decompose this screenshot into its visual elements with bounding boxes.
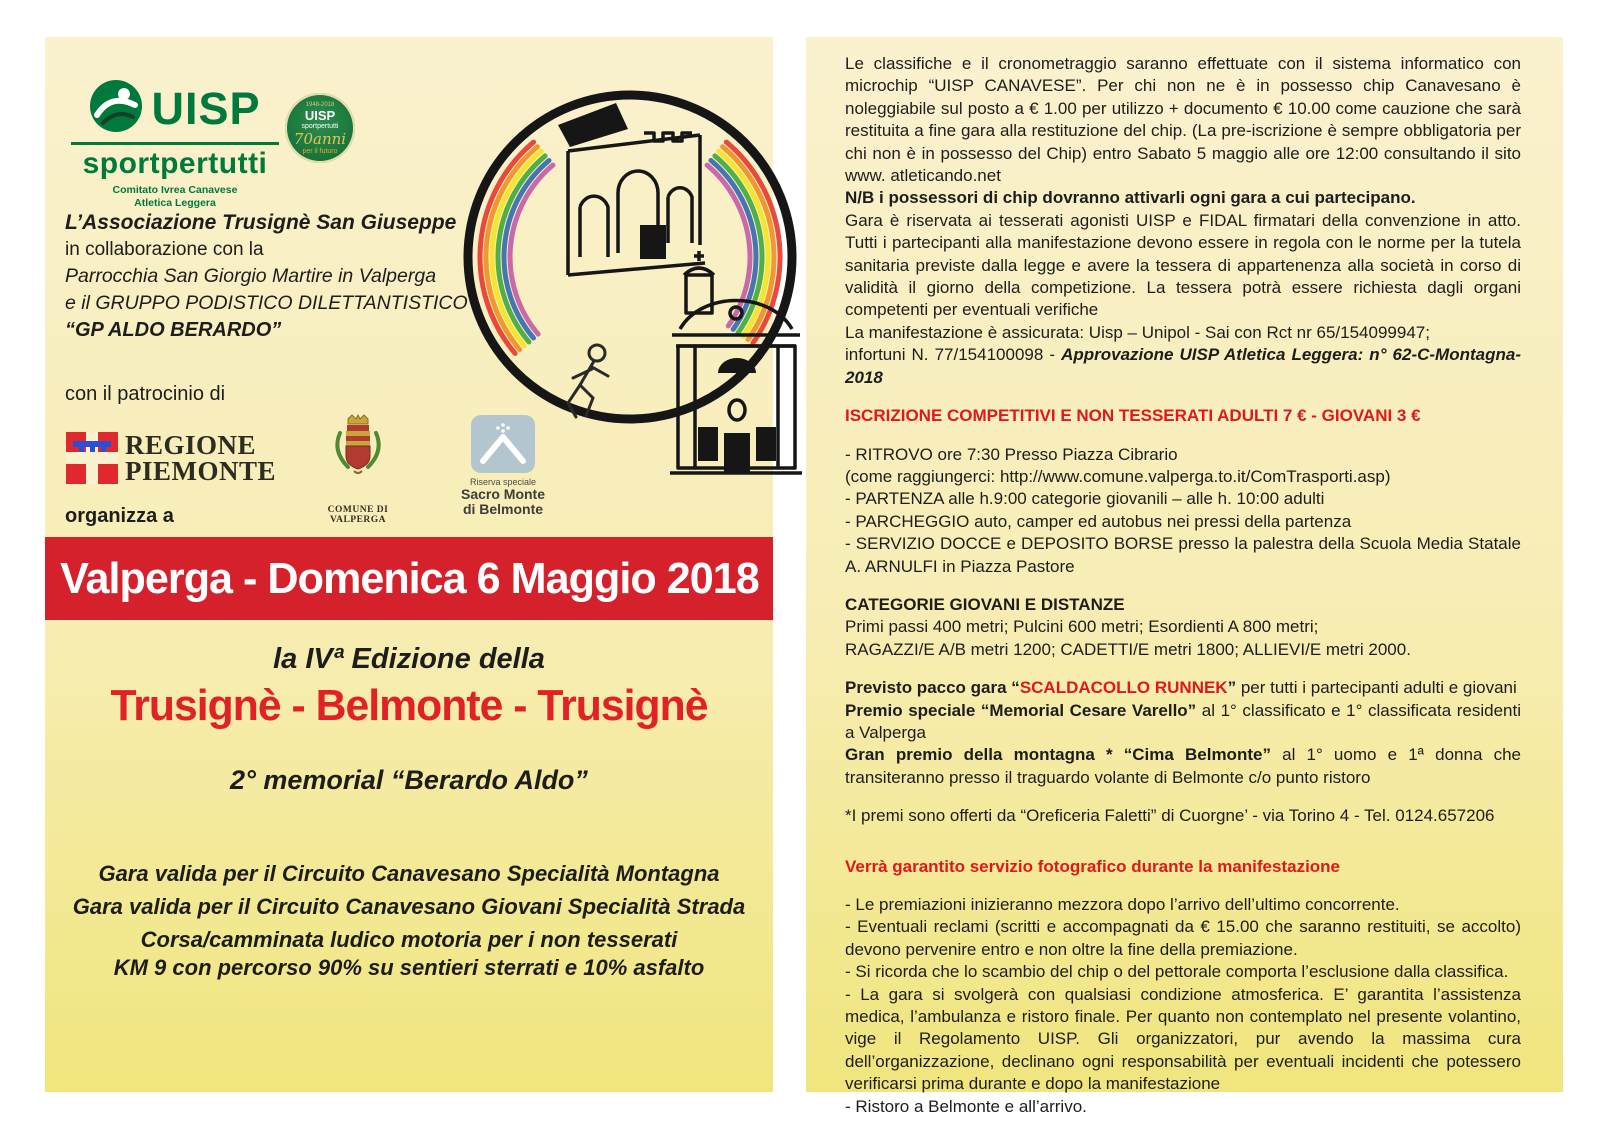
text-run: - PARCHEGGIO auto, camper ed autobus nei pressi della partenza [845,511,1352,531]
paragraph [845,344,1521,389]
paragraph [845,444,1521,466]
uisp-70-anni-badge [285,93,355,163]
text-run: - Eventuali reclami (scritti e accompagnati da € 15.00 che saranno restituiti, se accolto) devono pervenire entro e non oltre la fine della premiazione. [845,917,1521,959]
paragraph [845,1096,1521,1118]
sacro-monte-badge [443,415,563,517]
text-run: - Ristoro a Belmonte e all’arrivo. [845,1096,1087,1116]
text-run: (come raggiungerci: http://www.comune.valperga.to.it/ComTrasporti.asp) [845,466,1391,486]
regione-line2: PIEMONTE [125,456,277,486]
group-line: e il GRUPPO PODISTICO DILETTANTISTICO [65,292,468,314]
validity-line2: Gara valida per il Circuito Canavesano Giovani Specialità Strada [72,894,746,919]
comune-valperga-emblem [303,413,413,525]
right-page-text [845,53,1521,1118]
memorial-line: 2° memorial “Berardo Aldo” [230,765,588,795]
association-name: L’Associazione Trusignè San Giuseppe [65,211,457,234]
text-run: - PARTENZA alle h.9:00 categorie giovanili – alle h. 10:00 adulti [845,489,1325,509]
text-run: - SERVIZIO DOCCE e DEPOSITO BORSE presso la palestra della Scuola Media Statale A. ARNULFI in Piazza Pastore [845,534,1521,576]
paragraph [845,488,1521,510]
paragraph [845,616,1521,638]
parish-line: Parrocchia San Giorgio Martire in Valperga [65,265,437,287]
uisp-sportpertutti: sportpertutti [82,147,268,180]
text-run: infortuni N. 77/154100098 - [845,345,1062,365]
paragraph [845,322,1521,344]
text-run: SCALDACOLLO RUNNEK [1019,678,1228,698]
uisp-wordmark: UISP [151,82,261,134]
text-run: per tutti i partecipanti adulti e giovani [1236,678,1517,698]
event-date-banner [45,537,773,620]
comune-valperga-caption: COMUNE DI VALPERGA [327,505,389,525]
paragraph [845,466,1521,488]
paragraph [845,405,1521,427]
paragraph [845,639,1521,661]
paragraph [845,961,1521,983]
uisp-comitato-caption [65,184,285,210]
paragraph [845,805,1521,827]
text-run: Premio speciale “Memorial Cesare Varello” [845,700,1202,720]
text-run: - Si ricorda che lo scambio del chip o del pettorale comporta l’esclusione dalla classifica. [845,962,1509,982]
uisp-logo-icon [89,79,143,138]
paragraph [845,210,1521,322]
organizer-block [65,209,468,344]
badge-sportpertutti: sportpertutti [301,123,339,130]
paragraph [845,744,1521,789]
event-date-text: Valperga - Domenica 6 Maggio 2018 [59,553,759,603]
text-run: Gran premio della montagna * “Cima Belmonte” [845,745,1283,765]
comune-valperga-coat-icon [328,413,388,497]
text-run: N/B i possessori di chip dovranno attivarli ogni gara a cui partecipano. [845,188,1416,208]
uisp-caption-line2: Atletica Leggera [134,197,216,209]
paragraph [845,187,1521,209]
edition-line: la IVª Edizione della [273,643,545,675]
text-run: Approvazione UISP Atletica Leggera: n° 62-C-Montagna-2018 [845,345,1521,387]
text-run: Primi passi 400 metri; Pulcini 600 metri; Esordienti A 800 metri; [845,617,1319,637]
uisp-rule [71,142,279,145]
regione-piemonte-shield-icon [65,431,119,485]
flyer-front-page [45,37,773,1092]
race-validity-block [45,857,773,956]
text-run: *I premi sono offerti da “Oreficeria Faletti” di Cuorgne’ - via Torino 4 - Tel. 0124.657206 [845,806,1495,826]
paragraph [845,677,1521,699]
text-run: - La gara si svolgerà con qualsiasi condizione atmosferica. E’ garantita l’assistenza medica, l’ambulanza e ristoro finale. Per quanto non contemplato nel presente volantino, vige il Regolamento UISP. Gli organizzatori, pur avendo la massima cura dell’organizzazione, declinano ogni responsabilità per eventuali incidenti che potessero verificarsi prima durante e dopo la manifestazione [845,984,1521,1094]
validity-line1: Gara valida per il Circuito Canavesano Specialità Montagna [98,861,720,886]
organizza-label: organizza a [65,505,174,527]
paragraph [845,511,1521,533]
badge-per-il-futuro: per il futuro [302,148,338,155]
sacro-monte-mountain-icon [471,415,535,473]
badge-uisp: UISP [304,108,336,123]
distance-line: KM 9 con percorso 90% su sentieri sterrati e 10% asfalto [113,955,705,980]
paragraph [845,984,1521,1096]
paragraph [845,53,1521,187]
event-title: Trusignè - Belmonte - Trusignè [110,681,708,730]
text-run: ISCRIZIONE COMPETITIVI E NON TESSERATI ADULTI 7 € - GIOVANI 3 € [845,406,1421,426]
text-run: Gara è riservata ai tesserati agonisti UISP e FIDAL firmatari della convenzione in atto. Tutti i partecipanti alla manifestazione devono essere in regola con le norme per la tutela sanitaria previste dalla legge e avere la tessera di appartenenza alla società in corso di validità il giorno della competizione. La tessera potrà essere richiesta dagli organi competenti per eventuali verifiche [845,210,1521,320]
text-run: La manifestazione è assicurata: Uisp – Unipol - Sai con Rct nr 65/154099947; [845,322,1430,342]
paragraph [845,533,1521,578]
sacro-monte-caption-line1: Sacro Monte [460,486,545,502]
text-run: al 1° classificato e 1° classificata residenti a Valperga [845,700,1521,742]
gp-aldo-berardo-line: “GP ALDO BERARDO” [65,319,282,341]
badge-70anni: 70anni [293,130,347,148]
sacro-monte-small-caption: Riserva speciale [469,477,537,487]
sacro-monte-caption-line2: di Belmonte [462,501,544,517]
paragraph [845,894,1521,916]
regione-line1: REGIONE [125,430,257,460]
uisp-logo [65,79,285,210]
patronage-label: con il patrocinio di [65,383,226,405]
text-run: Verrà garantito servizio fotografico durante la manifestazione [845,856,1341,876]
paragraph [845,700,1521,745]
paragraph [845,916,1521,961]
collaboration-line: in collaborazione con la [65,239,264,260]
paragraph [845,594,1521,616]
text-run: Previsto pacco gara “ [845,678,1020,698]
badge-years: 1948-2018 [305,102,335,108]
paragraph [845,856,1521,878]
validity-line3: Corsa/camminata ludico motoria per i non tesserati [140,927,678,952]
regione-piemonte-logo [65,431,276,485]
text-run: Le classifiche e il cronometraggio saranno effettuate con il sistema informatico con microchip “UISP CANAVESE”. Per chi non ne è in possesso chip Canavesano è noleggiabile sul posto a € 1.00 per utilizzo + documento € 10.00 come cauzione che sarà restituita a fine gara alla restituzione del chip. (La pre-iscrizione è sempre obbligatoria per chi non è in possesso del Chip) entro Sabato 5 maggio alle ore 12:00 consultando il sito www. atleticando.net [845,54,1521,186]
text-run: al 1° uomo e 1ª donna che transiteranno presso il traguardo volante di Belmonte c/o punto ristoro [845,745,1521,787]
uisp-caption-line1: Comitato Ivrea Canavese [112,184,238,196]
text-run: - RITROVO ore 7:30 Presso Piazza Cibrario [845,444,1178,464]
flyer-rules-page [806,37,1563,1116]
text-run: RAGAZZI/E A/B metri 1200; CADETTI/E metri 1800; ALLIEVI/E metri 2000. [845,639,1411,659]
text-run: ” [1227,678,1237,698]
text-run: CATEGORIE GIOVANI E DISTANZE [845,594,1125,614]
text-run: - Le premiazioni inizieranno mezzora dopo l’arrivo dell’ultimo concorrente. [845,895,1400,914]
